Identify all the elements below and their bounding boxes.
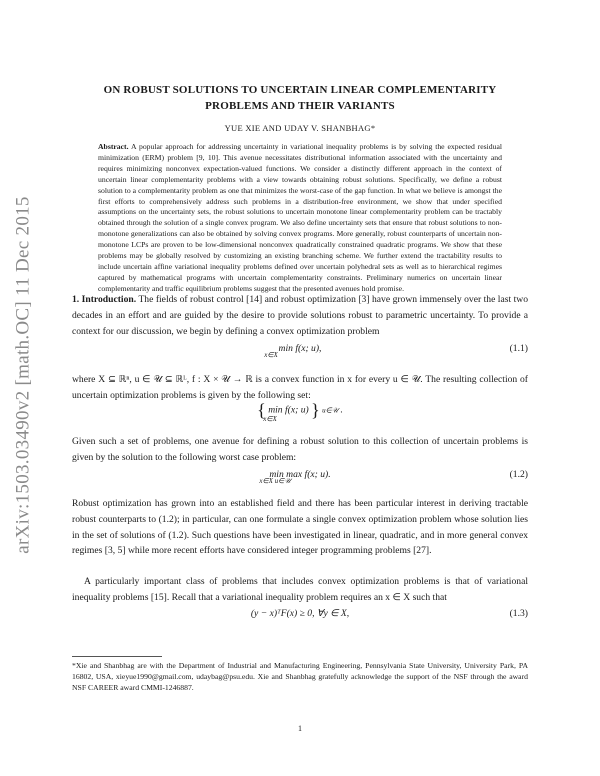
set-expression-body: min f(x; u) <box>268 404 309 416</box>
equation-1-3-number: (1.3) <box>509 608 528 619</box>
abstract-text: A popular approach for addressing uncertainty in variational inequality problems is by solving the expected residual minimization (ERM) problem [9, 10]. This avenue necessitates distributional information associated with the uncertainty and requires minimizing nonconvex expectation-valued functions. We consider a distinctly different approach in the context of uncertain linear complementarity problems with a view towards obtaining robust solutions. Specifically, we define a robust solution to a complementarity problem as one that minimizes the worst-case of the gap function. In what we believe is amongst the first efforts to comprehensively address such problems in a distribution-free environment, we show that under specified assumptions on the uncertainty sets, the robust solutions to uncertain monotone linear complementarity problem can be tractably obtained through the solution of a single convex program. We also define uncertainty sets that ensure that robust solutions to non-monotone generalizations can also be obtained by solving convex programs. More generally, robust counterparts of uncertain non-monotone LCPs are proven to be low-dimensional nonconvex quadratically constrained quadratic programs. We show that these problems may be globally resolved by customizing an existing branching scheme. We further extend the tractability results to include uncertain affine variational inequality problems defined over uncertain polyhedral sets as well as to hierarchical regimes captured by mathematical programs with uncertain complementarity constraints. Preliminary numerics on uncertain linear complementarity and traffic equilibrium problems suggest that the presented avenues hold promise. <box>98 142 502 293</box>
title-line-2: PROBLEMS AND THEIR VARIANTS <box>205 100 395 112</box>
uncertain-problem-set <box>72 400 528 430</box>
equation-1-2-subscript: x∈X u∈𝒰 <box>259 477 291 485</box>
equation-1-1-body: min f(x; u), <box>278 343 322 354</box>
abstract-label: Abstract. <box>98 142 129 151</box>
set-index: u∈𝒰 <box>322 406 339 415</box>
equation-1-3-expr: (y − x)ᵀF(x) ≥ 0, ∀y ∈ X, <box>250 608 350 619</box>
author-footnote: *Xie and Shanbhag are with the Department of Industrial and Manufacturing Engineering, Pennsylvania State University, University Park, PA 16802, USA, xieyue1990@gmail.com, udaybag@psu.edu. Xie and Shanbhag gratefully acknowledge the support of the NSF through the award NSF CAREER award CMMI-1246887. <box>72 661 528 692</box>
intro-paragraph-1 <box>72 292 528 339</box>
set-period: . <box>340 404 343 416</box>
equation-1-2-number: (1.2) <box>509 469 528 480</box>
intro-paragraph-3: Given such a set of problems, one avenue for defining a robust solution to this collection of uncertain problems is given by the solution to the following worst case problem: <box>72 436 528 463</box>
set-expression <box>72 400 528 423</box>
intro-paragraph-4: Robust optimization has grown into an established field and there has been particular interest in deriving tractable robust counterparts to (1.2); in particular, can one formulate a single convex optimization problem whose solution lies in the set of solutions of (1.2). Such questions have been investigated in linear, quadratic, and in more general convex regimes [3, 5] while more recent efforts have considered integer programming problems [27]. <box>72 498 528 557</box>
equation-1-1-expr <box>72 343 528 359</box>
footnote-divider <box>72 656 162 657</box>
left-brace: { <box>257 400 266 420</box>
paper-title <box>90 82 510 114</box>
equation-1-2-body: min max f(x; u). <box>269 469 331 480</box>
equation-1-1 <box>72 343 528 363</box>
intro-text-1: The fields of robust control [14] and robust optimization [3] have grown immensely over the last two decades in an effort and are guided by the desire to provide solutions robust to parametric uncertainty. To provide a context for our discussion, we begin by defining a convex optimization problem <box>72 294 528 337</box>
title-line-1: ON ROBUST SOLUTIONS TO UNCERTAIN LINEAR COMPLEMENTARITY <box>103 84 497 96</box>
equation-1-1-number: (1.1) <box>509 343 528 354</box>
equation-1-2 <box>72 469 528 489</box>
section-heading: 1. Introduction. <box>72 294 137 305</box>
arxiv-identifier-stamp[interactable] <box>6 170 42 580</box>
equation-1-1-subscript: x∈X <box>264 351 278 359</box>
abstract <box>98 142 502 295</box>
set-subscript: x∈X <box>263 415 277 423</box>
author-list: YUE XIE AND UDAY V. SHANBHAG* <box>224 123 376 133</box>
equation-1-3 <box>72 608 528 628</box>
intro-paragraph-2: where X ⊆ ℝⁿ, u ∈ 𝒰 ⊆ ℝᴸ, f : X × 𝒰 → ℝ is a convex function in x for every u ∈ 𝒰. The resulting collection of uncertain optimization problems is given by the following set: <box>72 374 528 401</box>
arxiv-identifier[interactable]: arXiv:1503.03490v2 [math.OC] 11 Dec 2015 <box>13 196 34 554</box>
intro-paragraph-5: A particularly important class of problems that includes convex optimization problems is that of variational inequality problems [15]. Recall that a variational inequality problem requires an x ∈ X such that <box>72 576 528 603</box>
page-number: 1 <box>298 724 302 733</box>
right-brace: } <box>311 400 320 420</box>
equation-1-2-expr <box>72 469 528 486</box>
